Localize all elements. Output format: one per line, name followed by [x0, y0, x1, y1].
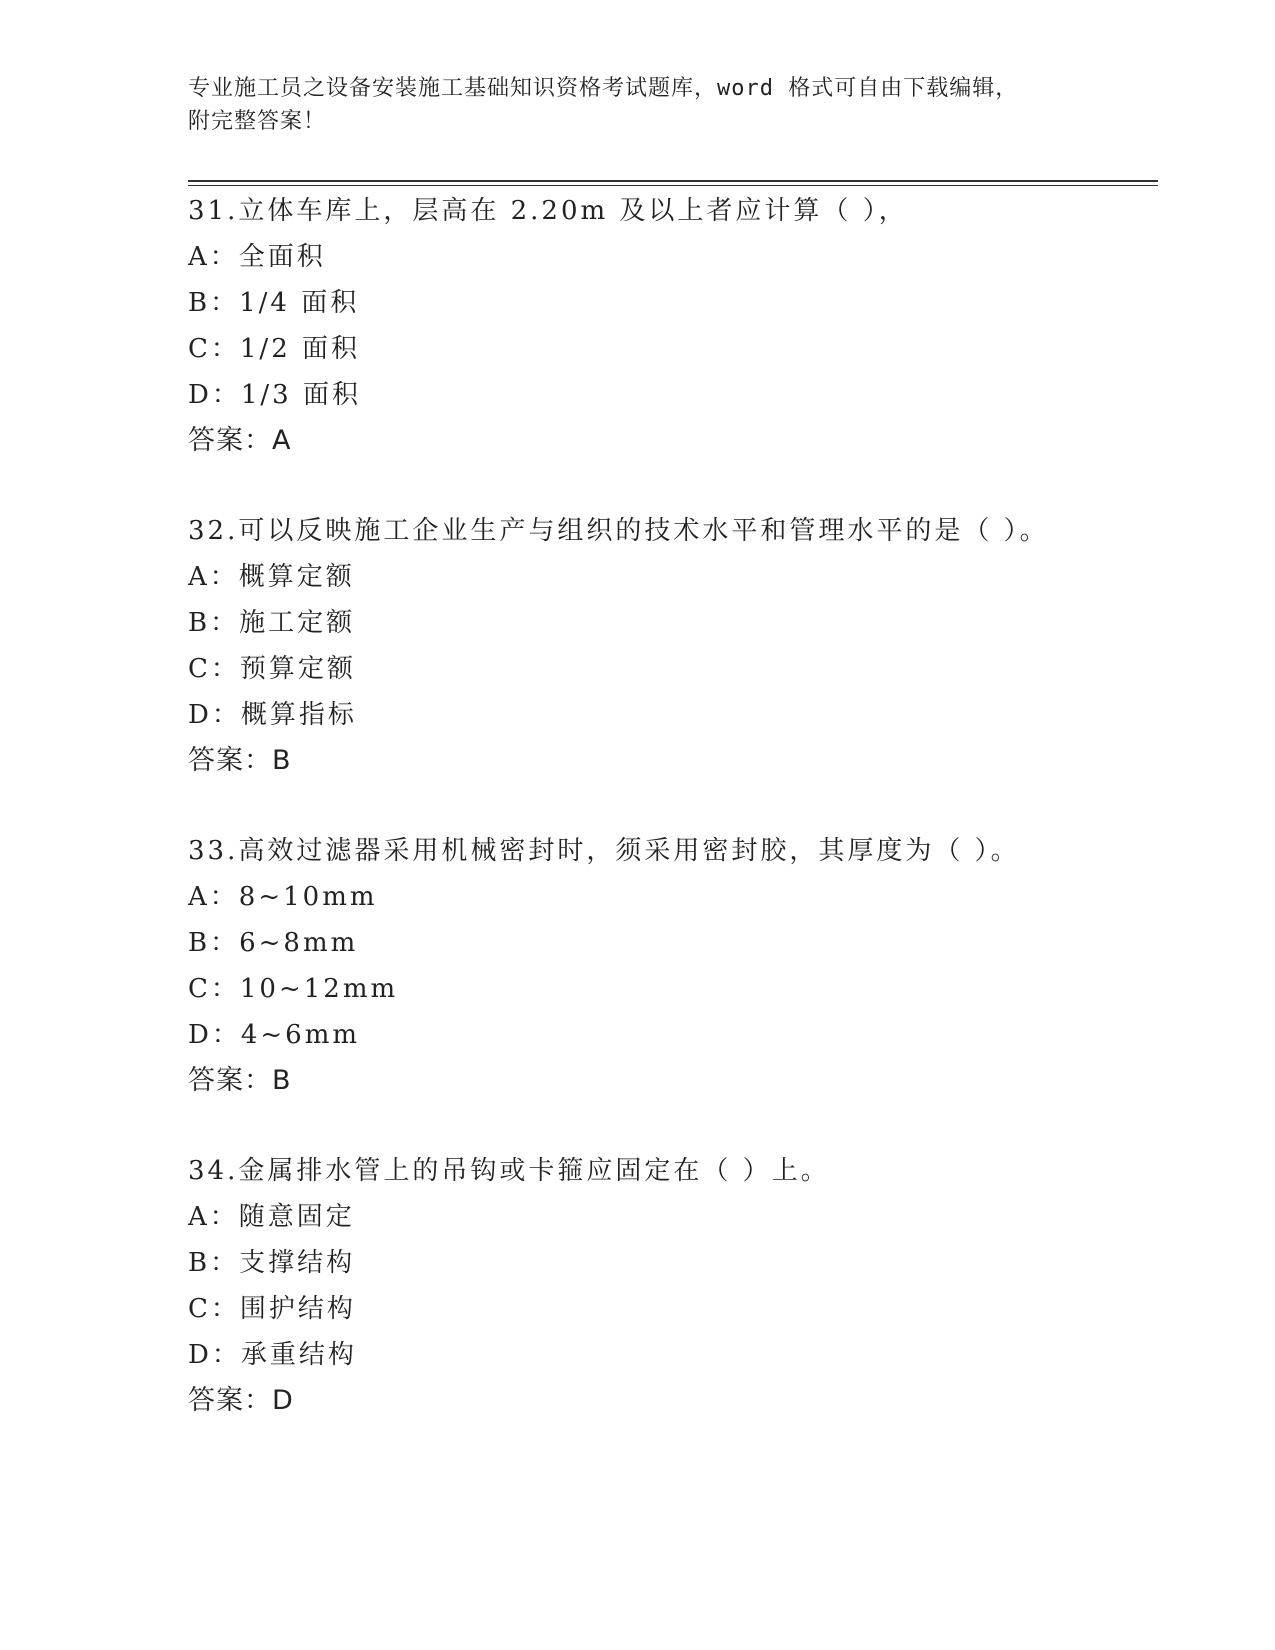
option-a: A：全面积	[188, 242, 326, 272]
option-c: C：预算定额	[188, 654, 356, 684]
question-32	[188, 508, 1148, 784]
question-31	[188, 188, 1148, 464]
answer-line: 答案：D	[188, 1385, 294, 1416]
question-stem: 32.可以反映施工企业生产与组织的技术水平和管理水平的是（ ）。	[188, 516, 1049, 546]
header-divider-thick	[188, 180, 1158, 182]
option-c: C：10~12mm	[188, 974, 399, 1004]
option-a: A：概算定额	[188, 562, 355, 592]
question-stem: 33.高效过滤器采用机械密封时，须采用密封胶，其厚度为（ ）。	[188, 836, 1020, 866]
question-33	[188, 828, 1148, 1104]
question-stem: 31.立体车库上，层高在 2.20m 及以上者应计算（ ），	[188, 196, 908, 226]
answer-line: 答案：B	[188, 1065, 292, 1096]
option-b: B：6~8mm	[188, 928, 359, 958]
option-a: A：8~10mm	[188, 882, 378, 912]
document-header	[188, 72, 1088, 138]
question-stem: 34.金属排水管上的吊钩或卡箍应固定在（ ）上。	[188, 1156, 830, 1186]
option-c: C：围护结构	[188, 1294, 356, 1324]
option-c: C：1/2 面积	[188, 334, 361, 364]
option-b: B：1/4 面积	[188, 288, 360, 318]
answer-line: 答案：B	[188, 745, 292, 776]
header-line-2: 附完整答案！	[188, 109, 327, 134]
option-d: D：概算指标	[188, 700, 357, 730]
option-b: B：施工定额	[188, 608, 356, 638]
header-divider-thin	[188, 185, 1158, 186]
option-d: D：1/3 面积	[188, 380, 361, 410]
option-b: B：支撑结构	[188, 1248, 356, 1278]
option-d: D：承重结构	[188, 1340, 357, 1370]
header-line-1: 专业施工员之设备安装施工基础知识资格考试题库，word 格式可自由下载编辑，	[188, 76, 1019, 101]
question-34	[188, 1148, 1148, 1424]
option-d: D：4~6mm	[188, 1020, 361, 1050]
answer-line: 答案：A	[188, 425, 292, 456]
option-a: A：随意固定	[188, 1202, 355, 1232]
